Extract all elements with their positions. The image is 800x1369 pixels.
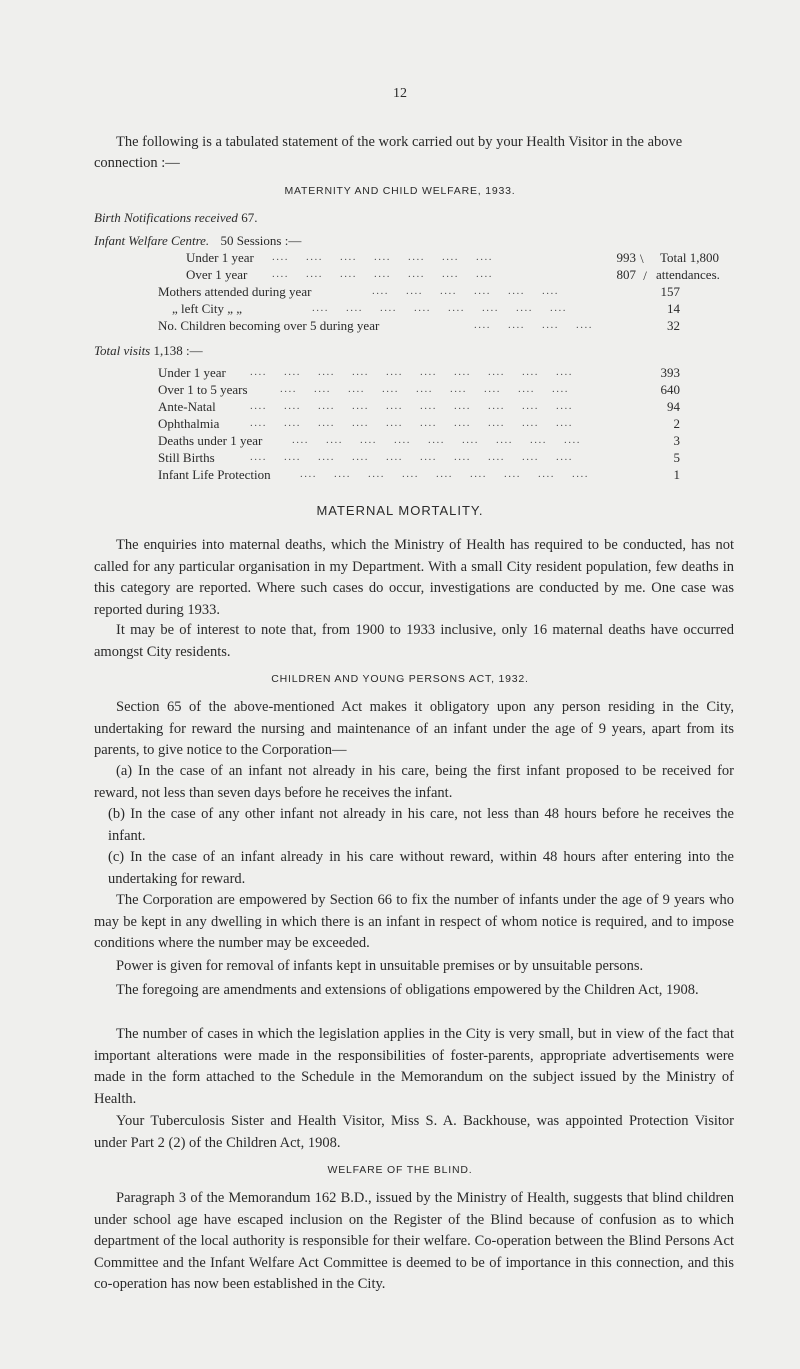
children-act-paragraph-1: Section 65 of the above-mentioned Act makes it obligatory upon any person residing in the City, undertaking for reward the nursing and maintenance of an infant under the age of 9 years, apart from its parents, to give notice to the Corporation— xyxy=(94,699,734,758)
table-row-label: Deaths under 1 year xyxy=(158,433,263,448)
page-number: 12 xyxy=(393,86,407,101)
leader-dots: .... .... .... .... xyxy=(474,319,593,331)
table-row-label: Over 1 to 5 years xyxy=(158,382,248,397)
table-row-label: Under 1 year xyxy=(186,250,254,265)
table-row-value: 5 xyxy=(673,450,680,465)
leader-dots: .... .... .... .... .... .... .... .... .... .... xyxy=(250,417,573,429)
leader-dots: .... .... .... .... .... .... xyxy=(372,285,559,297)
table-row-value: 993 xyxy=(616,250,636,265)
table-row-label: Infant Life Protection xyxy=(158,467,271,482)
iwc-sessions: 50 Sessions :— xyxy=(220,233,302,248)
intro-text: The following is a tabulated statement of the work carried out by your Health Visitor in the above connection :— xyxy=(94,134,683,171)
children-act-paragraph-2: The Corporation are empowered by Section 66 to fix the number of infants under the age of 9 years who may be kept in any dwelling in which there is an infant in respect of whom notice is required, and to impose conditions where the number may be exceeded. xyxy=(94,892,734,951)
leader-dots: .... .... .... .... .... .... .... .... .... .... xyxy=(250,400,573,412)
table-row-label: Mothers attended during year xyxy=(158,284,312,299)
total-visits-line xyxy=(94,343,203,359)
table-row-label: Ophthalmia xyxy=(158,416,220,431)
total-note: Total 1,800 xyxy=(660,250,720,265)
iwc-label: Infant Welfare Centre. xyxy=(94,233,210,248)
intro-paragraph xyxy=(94,132,734,174)
birth-label: Birth Notifications received xyxy=(94,210,238,225)
table-row-value: 3 xyxy=(673,433,680,448)
leader-dots: .... .... .... .... .... .... .... xyxy=(272,251,493,263)
table-row-value: 1 xyxy=(673,467,680,482)
leader-dots: .... .... .... .... .... .... .... .... xyxy=(312,302,567,314)
blind-heading: WELFARE OF THE BLIND. xyxy=(327,1164,473,1176)
table-row-value: 94 xyxy=(667,399,680,414)
maternal-paragraph-2: It may be of interest to note that, from 1900 to 1933 inclusive, only 16 maternal deaths have occurred amongst City residents. xyxy=(94,622,734,660)
table-row-label: No. Children becoming over 5 during year xyxy=(158,318,380,333)
children-act-paragraph-5: The number of cases in which the legislation applies in the City is very small, but in view of the fact that important alterations were made in the responsibilities of foster-parents, appropriate advertisements were made in the form attached to the Schedule in the Memorandum on the subject issued by the Ministry of Health. xyxy=(94,1026,734,1107)
table-row-label: „ left City „ „ xyxy=(172,301,243,316)
leader-dots: .... .... .... .... .... .... .... .... .... xyxy=(292,434,581,446)
right-brace: \ / xyxy=(640,251,647,283)
table-row-value: 157 xyxy=(660,284,680,299)
blind-paragraph-1: Paragraph 3 of the Memorandum 162 B.D., issued by the Ministry of Health, suggests that blind children under school age have escaped inclusion on the Register of the Blind because of confusion as to which department of the local authority is responsible for their welfare. Co-operation between the Blind Persons Act Committee and the Infant Welfare Act Committee is deemed to be of importance in this connection, and this co-operation has now been established in the City. xyxy=(94,1190,734,1292)
table-row-value: 640 xyxy=(660,382,680,397)
table-row-value: 32 xyxy=(667,318,680,333)
children-act-clause-b: (b) In the case of any other infant not already in his care, not less than 48 hours before he receives the infant. xyxy=(108,806,734,844)
leader-dots: .... .... .... .... .... .... .... .... .... .... xyxy=(250,366,573,378)
maternal-paragraph-1: The enquiries into maternal deaths, which the Ministry of Health has required to be conducted, has not called for any particular organisation in my Department. With a small City resident population, few deaths in this category are reported. Where such cases do occur, investigations are conducted by me. One case was reported during 1933. xyxy=(94,537,734,618)
table-row-label: Over 1 year xyxy=(186,267,248,282)
table-row-label: Under 1 year xyxy=(158,365,226,380)
table-row-value: 393 xyxy=(660,365,680,380)
children-act-paragraph-6: Your Tuberculosis Sister and Health Visitor, Miss S. A. Backhouse, was appointed Protection Visitor under Part 2 (2) of the Children Act, 1908. xyxy=(94,1113,734,1151)
birth-value: 67. xyxy=(241,210,258,225)
leader-dots: .... .... .... .... .... .... .... xyxy=(272,268,493,280)
children-act-paragraph-3: Power is given for removal of infants kept in unsuitable premises or by unsuitable persons. xyxy=(116,958,644,974)
children-act-clause-c: (c) In the case of an infant already in his care without reward, within 48 hours after entering into the undertaking for reward. xyxy=(108,849,734,887)
maternal-heading: MATERNAL MORTALITY. xyxy=(316,503,484,518)
children-act-paragraph-4: The foregoing are amendments and extensions of obligations empowered by the Children Act, 1908. xyxy=(116,982,699,998)
leader-dots: .... .... .... .... .... .... .... .... .... xyxy=(280,383,569,395)
total-note-attendances: attendances. xyxy=(656,267,720,282)
leader-dots: .... .... .... .... .... .... .... .... .... xyxy=(300,468,589,480)
children-act-clause-a: (a) In the case of an infant not already in his care, being the first infant proposed to be received for reward, not less than seven days before he receives the infant. xyxy=(94,763,734,801)
table-row-label: Ante-Natal xyxy=(158,399,216,414)
visits-value: 1,138 :— xyxy=(153,343,203,358)
children-act-heading: CHILDREN AND YOUNG PERSONS ACT, 1932. xyxy=(271,673,529,685)
mcw-heading: MATERNITY AND CHILD WELFARE, 1933. xyxy=(284,185,516,197)
infant-welfare-centre-line xyxy=(94,233,301,249)
table-row-value: 2 xyxy=(673,416,680,431)
birth-notifications-line xyxy=(94,210,257,226)
table-row-label: Still Births xyxy=(158,450,215,465)
table-row-value: 14 xyxy=(667,301,680,316)
table-row-value: 807 xyxy=(616,267,636,282)
leader-dots: .... .... .... .... .... .... .... .... .... .... xyxy=(250,451,573,463)
visits-label: Total visits xyxy=(94,343,151,358)
